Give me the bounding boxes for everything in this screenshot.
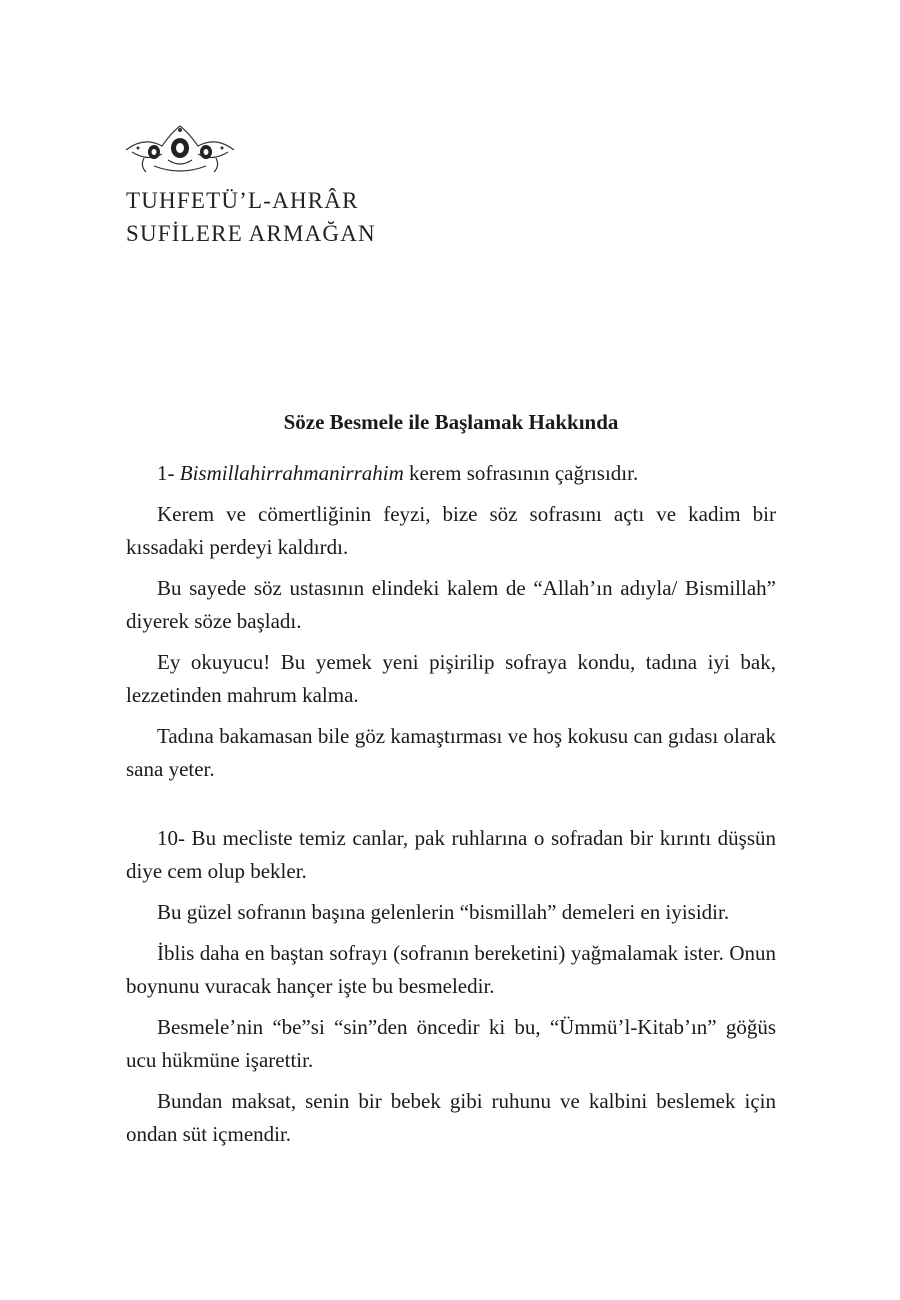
paragraph: 10- Bu mecliste temiz canlar, pak ruhlarına o sofradan bir kırıntı düşsün diye cem olup bekler.	[126, 826, 776, 883]
paragraph: Bu sayede söz ustasının elindeki kalem de “Allah’ın adıyla/ Bismillah” diyerek söze başladı.	[126, 576, 776, 633]
book-title-line-2: SUFİLERE ARMAĞAN	[126, 221, 376, 246]
section-heading: Söze Besmele ile Başlamak Hakkında	[283, 410, 619, 434]
paragraph-text: kerem sofrasının çağrısıdır.	[403, 461, 639, 485]
paragraph: Bu güzel sofranın başına gelenlerin “bismillah” demeleri en iyisidir.	[157, 900, 730, 924]
paragraph-group-1	[126, 457, 776, 794]
verse-number: 1-	[157, 461, 180, 485]
paragraph: Bundan maksat, senin bir bebek gibi ruhunu ve kalbini beslemek için ondan süt içmendir.	[126, 1089, 776, 1146]
italic-term: Bismillahirrahmanirrahim	[179, 461, 404, 485]
paragraph: Besmele’nin “be”si “sin”den öncedir ki bu, “Ümmü’l-Kitab’ın” göğüs ucu hükmüne işarettir.	[126, 1015, 776, 1072]
book-title	[126, 184, 376, 250]
book-title-line-1: TUHFETÜ’L-AHRÂR	[126, 188, 359, 213]
paragraph-group-2	[126, 822, 776, 1159]
paragraph: Tadına bakamasan bile göz kamaştırması ve hoş kokusu can gıdası olarak sana yeter.	[126, 724, 776, 781]
floral-ornament-icon	[124, 122, 236, 174]
paragraph	[126, 457, 776, 490]
paragraph: İblis daha en baştan sofrayı (sofranın bereketini) yağmalamak ister. Onun boynunu vuracak hançer işte bu besmeledir.	[126, 941, 776, 998]
paragraph: Ey okuyucu! Bu yemek yeni pişirilip sofraya kondu, tadına iyi bak, lezzetinden mahrum kalma.	[126, 650, 776, 707]
paragraph: Kerem ve cömertliğinin feyzi, bize söz sofrasını açtı ve kadim bir kıssadaki perdeyi kaldırdı.	[126, 502, 776, 559]
